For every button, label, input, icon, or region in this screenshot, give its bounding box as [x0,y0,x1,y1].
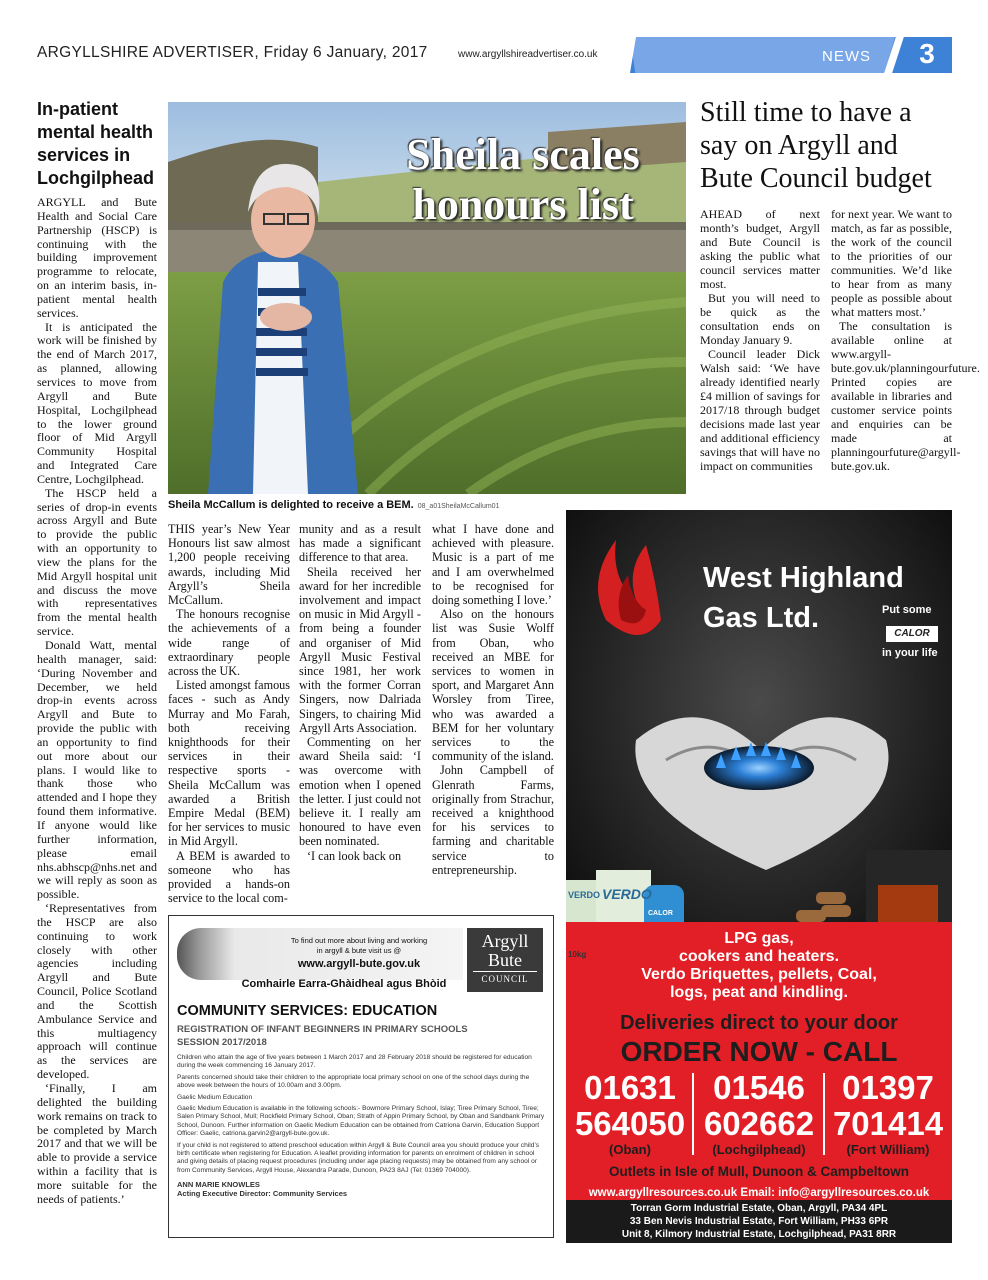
notice-website-link[interactable]: www.argyll-bute.gov.uk [297,958,421,970]
photo-headline: Sheila scales honours list [406,130,640,229]
right-story-paragraph: But you will need to be quick as the consultation ends on Monday January 9. [700,291,820,347]
right-story-paragraph: Council leader Dick Walsh said: ‘We have already identified nearly £4 million of savings for 2017/18 through budget decisions made last year and additional efficiency savings that will have no impact on communities [700,347,820,473]
phone-block-lochgilphead[interactable] [695,1070,823,1158]
advert-address: 33 Ben Nevis Industrial Estate, Fort William, PH33 6PR [629,1216,889,1227]
gas-advert [566,510,952,1243]
council-logo [467,928,543,992]
council-logo-line3: COUNCIL [473,971,537,986]
left-story-paragraph: ‘Representatives from the HSCP are also continuing to work closely with other agencies including Argyll and Bute Council, Police Scotland and the Scottish Ambulance Service and this multiagency approach will continue as the services are developed. [37,901,157,1082]
section-label: NEWS [822,48,871,65]
right-story-headline: Still time to have a say on Argyll and Bute Council budget [700,97,932,194]
advert-products-line: logs, peat and kindling. [670,984,848,1001]
right-story-paragraph: AHEAD of next month’s budget, Argyll and Bute Council is asking the public what council services matter most. [700,207,820,291]
advert-company-line2: Gas Ltd. [703,602,820,634]
notice-banner-line2: in argyll & bute visit us @ [316,946,402,955]
masthead-url: www.argyllshireadvertiser.co.uk [458,49,598,60]
phone-location: (Lochgilphead) [712,1142,806,1157]
main-story-paragraph: what I have done and achieved with pleasure. Music is a part of me and I am overwhelmed to be recognised for doing something I love.’ [432,522,554,608]
main-story-col2 [299,522,421,863]
advert-address: Unit 8, Kilmory Industrial Estate, Lochgilphead, PA31 8RR [621,1229,897,1240]
main-story-paragraph: munity and as a result has made a significant difference to that area. [299,522,421,565]
product-pack-label: VERDO [568,890,601,900]
advert-products-line: LPG gas, [724,930,794,947]
masthead-title: ARGYLLSHIRE ADVERTISER, Friday 6 January, 2017 [37,44,428,61]
phone-location: (Fort William) [846,1142,930,1157]
council-notice [168,915,554,1238]
advert-in-your-life: in your life [882,647,938,659]
left-story-body [37,196,157,1207]
caption-text: Sheila McCallum is delighted to receive a BEM. [168,499,414,511]
phone-area-code: 01397 [842,1069,934,1106]
notice-signatory-title: Acting Executive Director: Community Services [177,1188,348,1198]
council-logo-line1: Argyll [481,931,529,951]
notice-gaelic-name: Comhairle Earra-Ghàidheal agus Bhòid [241,978,447,990]
main-story-paragraph: John Campbell of Glenrath Farms, originally from Strachur, received a knighthood for his services to farming and charitable service to entrepreneurship. [432,763,554,877]
advert-deliveries: Deliveries direct to your door [620,1012,898,1034]
left-story-paragraph: ARGYLL and Bute Health and Social Care Partnership (HSCP) is continuing with the building improvement programme to relocate, on an interim basis, in-patient mental health services. [37,195,157,320]
main-story-paragraph: Commenting on her award Sheila said: ‘I was overcome with emotion when I opened the letter. I just could not believe it. I really am honoured to have even been nominated. [299,735,421,849]
phone-block-fort-william[interactable] [824,1070,952,1158]
phone-block-oban[interactable] [566,1070,694,1158]
phone-number: 602662 [703,1105,815,1142]
main-story-paragraph: ‘I can look back on [307,848,402,863]
right-story-paragraph: The consultation is available online at www.argyll-bute.gov.uk/planningourfuture. Printed copies are available in libraries and customer service points and enquiries can be made at planningourfuture@argyll-bute.gov.uk. [831,319,980,473]
notice-banner-line1: To find out more about living and working [290,936,428,945]
notice-paragraph: Gaelic Medium Education is available in the following schools:- Bowmore Primary School, Islay; Tiree Primary School, Tiree; Salen Primary School, Mull; Rockfield Primary School, Oban; Strath of Appin Primary School, by Oban and Sandbank Primary School, Dunoon. Further information on Gaelic Medium Education can be obtained from Catriona Garvin, Education Support Officer: Gaelic, catriona.garvin2@argyll-bute.gov.uk. [177,1105,545,1138]
phone-location: (Oban) [609,1142,651,1157]
advert-company-line1: West Highland [703,562,904,594]
main-story-paragraph: Sheila received her award for her incredible involvement and impact on music in Mid Argyll - from being a founder and organiser of Mid Argyll Music Festival since 1981, her work with the former Corran Singers, now Dalriada Singers, to chairing Mid Argyll Arts Association. [299,564,421,735]
main-story-paragraph: Also on the honours list was Susie Wolff from Oban, who received an MBE for services to women in sport, and Margaret Ann Worsley from Tiree, who was awarded a BEM for her voluntary services to the community of the island. [432,607,554,764]
notice-title: COMMUNITY SERVICES: EDUCATION [177,1003,438,1019]
advert-put-some: Put some [882,604,932,616]
photo-reference: 08_a01SheilaMcCallum01 [417,503,500,510]
phone-number: 564050 [574,1105,686,1142]
main-photo [168,102,686,494]
product-pack-label: VERDO [602,886,652,902]
notice-body [177,1054,545,1198]
main-story-col3 [432,522,554,877]
product-bag-weight: 10kg [568,950,587,959]
advert-products-line: Verdo Briquettes, pellets, Coal, [641,966,877,983]
calor-logo: CALOR [886,626,938,642]
advert-address: Torran Gorm Industrial Estate, Oban, Argyll, PA34 4PL [630,1203,888,1214]
advert-outlets: Outlets in Isle of Mull, Dunoon & Campbeltown [609,1164,909,1179]
notice-paragraph: Parents concerned should take their children to the appropriate local primary school on one of the school days during the above week between the hours of 10.00am and 3.00pm. [177,1073,530,1090]
main-story-col1 [168,522,290,905]
right-story-col1 [700,207,820,473]
notice-paragraph: Gaelic Medium Education [177,1093,253,1101]
main-story-paragraph: The honours recognise the achievements of a wide range of extraordinary people across the UK. [168,607,290,679]
advert-order-now: ORDER NOW - CALL [620,1036,898,1067]
notice-signatory-name: ANN MARIE KNOWLES [177,1180,260,1190]
notice-session: SESSION 2017/2018 [177,1037,267,1048]
phone-number: 701414 [832,1105,944,1142]
right-story-paragraph: for next year. We want to match, as far as possible, the work of the council to the priorities of our communities. We’d like to hear from as many people as possible about what matters most.’ [831,207,952,319]
notice-paragraph: If your child is not registered to attend preschool education within Argyll & Bute Council area you should produce your child’s birth certificate when registering for Education. A leaflet providing information for parents on enrolment of children in school and giving details of placing request procedures (including under age placing requests) may be obtained from any school or from Community Services, Argyll House, Alexandra Parade, Dunoon, PA23 8AJ (Tel: 01369 704000). [177,1141,540,1174]
notice-subtitle: REGISTRATION OF INFANT BEGINNERS IN PRIMARY SCHOOLS [177,1024,468,1035]
phone-area-code: 01546 [713,1069,805,1106]
left-story-paragraph: The HSCP held a series of drop-in events across Argyll and Bute to provide the public with an opportunity to view the plans for the Mid Argyll hospital unit and discuss the move with representatives from the mental health service. [37,485,157,639]
main-story-paragraph: A BEM is awarded to someone who has provided a hands-on service to the local com- [168,848,290,906]
left-story-paragraph: It is anticipated the work will be finished by the end of March 2017, as planned, allowing services to move from Argyll and Bute Hospital, Lochgilphead to the lower ground floor of Mid Argyll Community Hospital and Integrated Care Centre, Lochgilphead. [37,319,157,486]
gas-cylinder-label: CALOR [648,910,673,917]
left-story-paragraph: ‘Finally, I am delighted the building work remains on track to be completed by March 2017 and that we will be able to provide a service within a facility that is more suitable for the needs of patients.’ [37,1081,157,1206]
left-story-paragraph: Donald Watt, mental health manager, said: ‘During November and December, we held drop-in events across Argyll and Bute to provide the public with an opportunity to find out more about our plans. I would like to thank those who attended and I hope they found them informative. If anyone would like further information, please email nhs.abhscp@nhs.net and we will reply as soon as possible. [37,638,157,902]
left-story-headline: In-patient mental health services in Lochgilphead [37,99,154,188]
main-story-paragraph: Listed amongst famous faces - such as Andy Murray and Mo Farah, both receiving knighthoods for their services in their respective sports - Sheila McCallum was awarded a British Empire Medal (BEM) for her services to music in Mid Argyll. [168,678,290,849]
right-story-col2 [831,207,980,473]
main-story-paragraph: THIS year’s New Year Honours list saw almost 1,200 people receiving awards, including Mid Argyll’s Sheila McCallum. [168,522,290,608]
phone-area-code: 01631 [584,1069,676,1106]
page-number: 3 [919,38,935,69]
notice-paragraph: Children who attain the age of five years between 1 March 2017 and 28 February 2018 should be registered for education during the week commencing 16 January 2017. [177,1054,532,1070]
advert-products-line: cookers and heaters. [678,948,840,965]
photo-caption [168,499,499,511]
council-logo-line2: Bute [488,950,522,970]
advert-web-email[interactable]: www.argyllresources.co.uk Email: info@argyllresources.co.uk [588,1187,930,1199]
